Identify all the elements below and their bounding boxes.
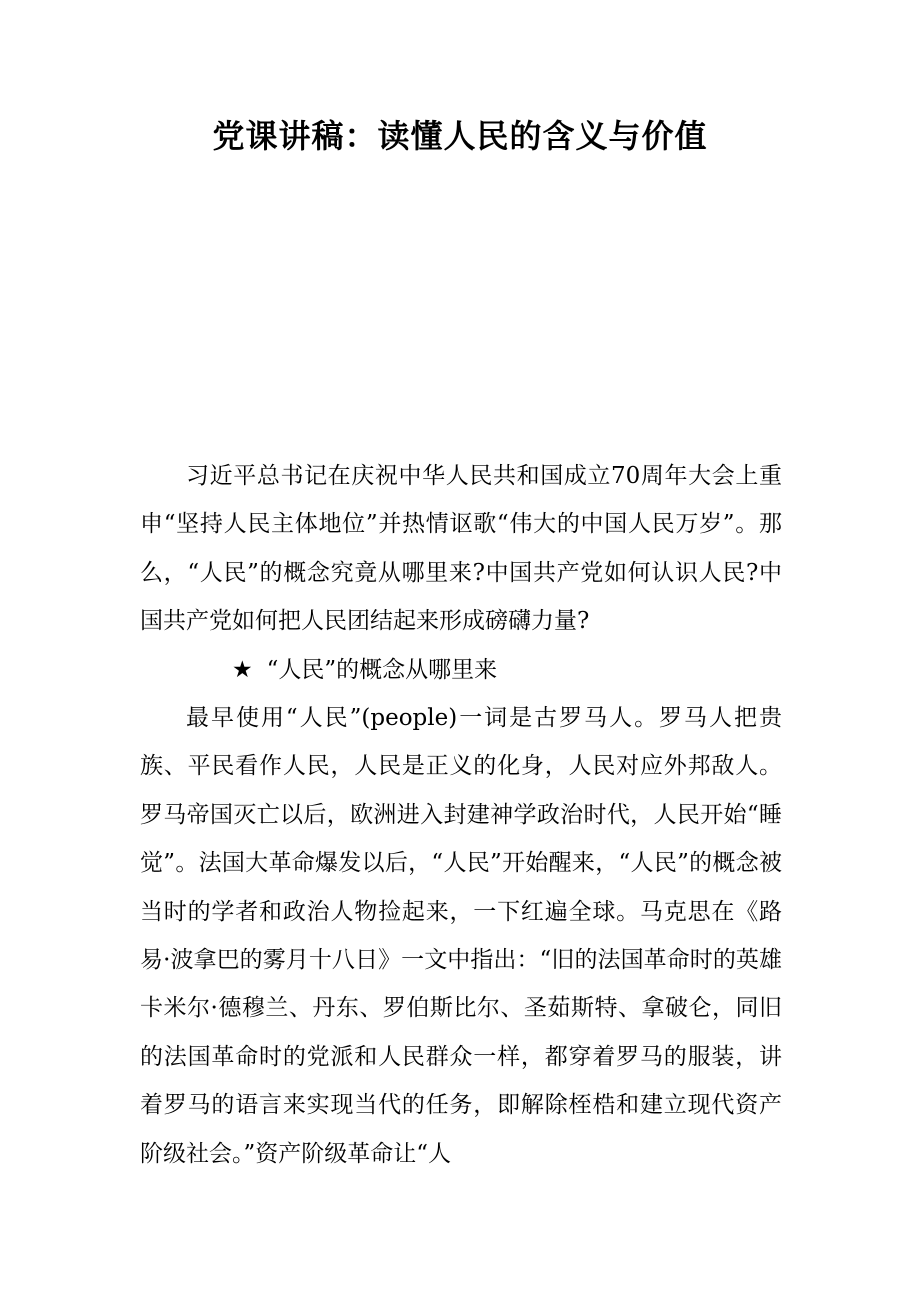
section-heading [140,646,782,694]
section-heading-text: “人民”的概念从哪里来 [266,656,498,683]
document-body [140,452,782,1178]
section-paragraph: 最早使用“人民”(people)一词是古罗马人。罗马人把贵族、平民看作人民，人民是正义的化身，人民对应外邦敌人。罗马帝国灭亡以后，欧洲进入封建神学政治时代，人民开始“睡觉”。法国大革命爆发以后，“人民”开始醒来，“人民”的概念被当时的学者和政治人物捡起来，一下红遍全球。马克思在《路易·波拿巴的雾月十八日》一文中指出：“旧的法国革命时的英雄卡米尔·德穆兰、丹东、罗伯斯比尔、圣茹斯特、拿破仑，同旧的法国革命时的党派和人民群众一样，都穿着罗马的服装，讲着罗马的语言来实现当代的任务，即解除桎梏和建立现代资产阶级社会。”资产阶级革命让“人 [140,705,782,1167]
intro-paragraph: 习近平总书记在庆祝中华人民共和国成立70周年大会上重申“坚持人民主体地位”并热情讴歌“伟大的中国人民万岁”。那么，“人民”的概念究竟从哪里来?中国共产党如何认识人民?中国共产党如何把人民团结起来形成磅礴力量? [140,463,782,635]
star-icon: ★ [232,656,253,683]
document-title: 党课讲稿：读懂人民的含义与价值 [212,117,708,155]
